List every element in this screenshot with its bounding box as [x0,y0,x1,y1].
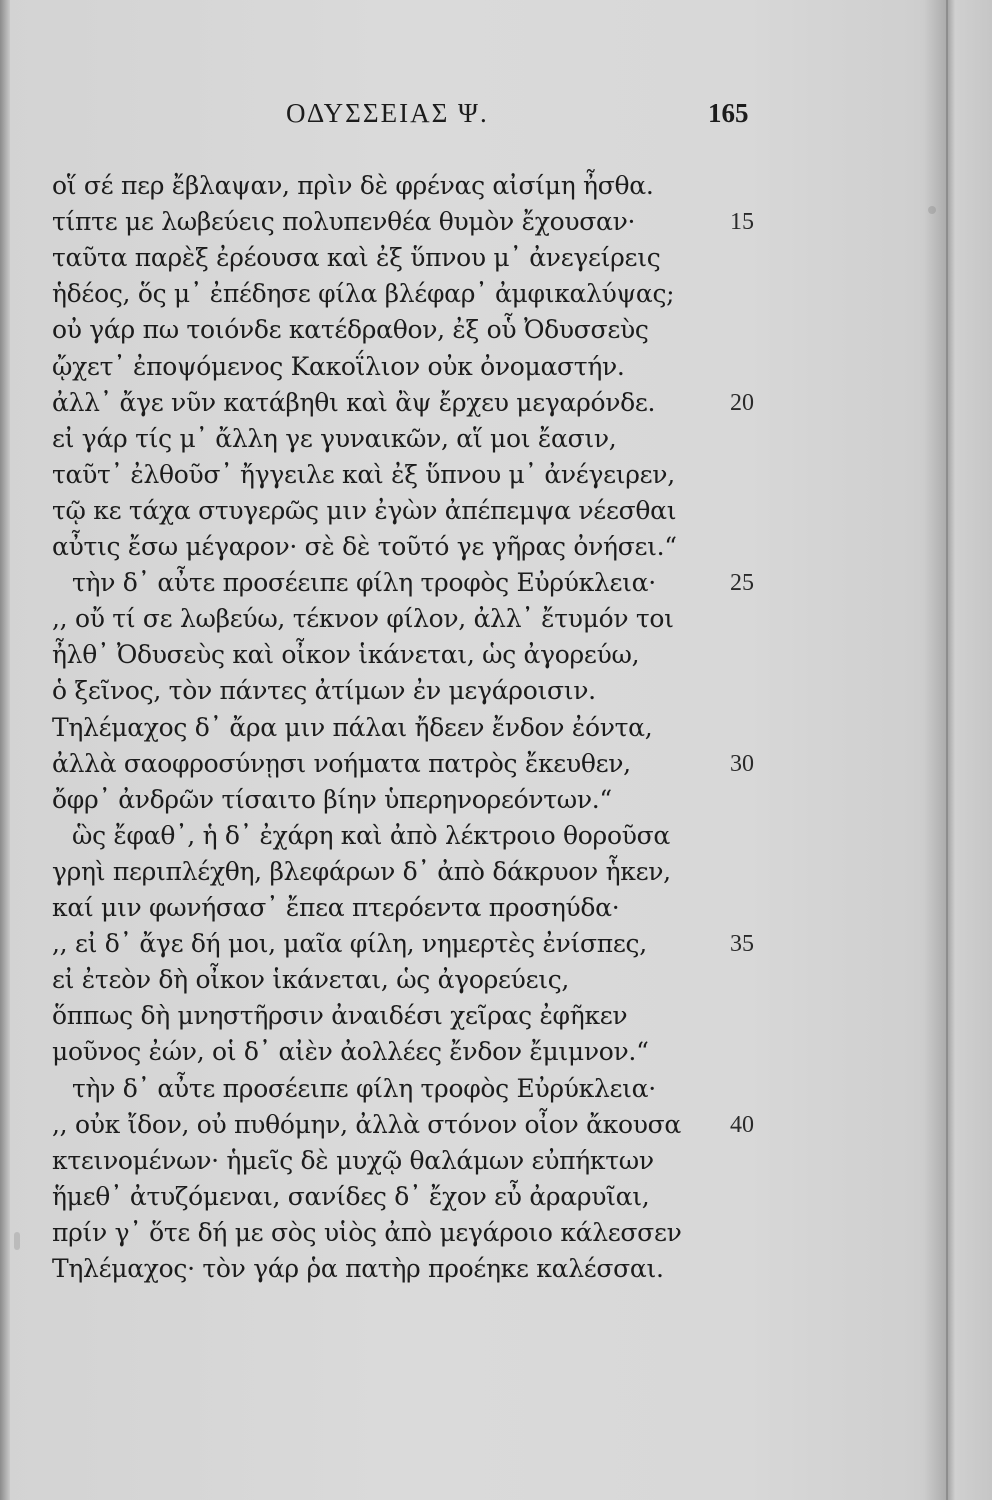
verse-line: ἦλθ᾽ Ὀδυσεὺς καὶ οἶκον ἱκάνεται, ὡς ἀγορεύω, [52,640,640,670]
line-number: 20 [730,389,754,416]
line-number: 30 [730,750,754,777]
verse-line: ,, εἰ δ᾽ ἄγε δή μοι, μαῖα φίλη, νημερτὲς ἐνίσπες, [52,929,647,959]
verse-line: πρίν γ᾽ ὅτε δή με σὸς υἱὸς ἀπὸ μεγάροιο κάλεσσεν [52,1217,682,1247]
verse-line: μοῦνος ἐών, οἱ δ᾽ αἰὲν ἀολλέες ἔνδον ἔμιμνον.“ [52,1037,649,1067]
verse-line: ,, οὐκ ἴδον, οὐ πυθόμην, ἀλλὰ στόνον οἶον ἄκουσα [52,1109,681,1139]
verse-line: ,, οὔ τί σε λωβεύω, τέκνον φίλον, ἀλλ᾽ ἔτυμόν τοι [52,604,674,634]
verse-line: ᾤχετ᾽ ἐποψόμενος Κακοΐλιον οὐκ ὀνομαστήν. [52,351,625,381]
verse-line: γρηὶ περιπλέχθη, βλεφάρων δ᾽ ἀπὸ δάκρυον ἧκεν, [52,856,671,886]
verse-line: Τηλέμαχος δ᾽ ἄρα μιν πάλαι ἤδεεν ἔνδον ἐόντα, [52,712,653,742]
verse-line: ὁ ξεῖνος, τὸν πάντες ἀτίμων ἐν μεγάροισιν. [52,676,596,706]
page-left-edge [0,0,10,1500]
verse-line: ταῦτ᾽ ἐλθοῦσ᾽ ἤγγειλε καὶ ἐξ ὕπνου μ᾽ ἀνέγειρεν, [52,459,675,489]
verse-line: ταῦτα παρὲξ ἐρέουσα καὶ ἐξ ὕπνου μ᾽ ἀνεγείρεις [52,243,661,273]
verse-line: τῷ κε τάχα στυγερῶς μιν ἐγὼν ἀπέπεμψα νέεσθαι [52,495,677,525]
line-number: 15 [730,209,754,236]
verse-line: ὅππως δὴ μνηστῆρσιν ἀναιδέσι χεῖρας ἐφῆκεν [52,1001,628,1031]
verse-line: ὣς ἔφαθ᾽, ἡ δ᾽ ἐχάρη καὶ ἀπὸ λέκτροιο θοροῦσα [72,820,670,850]
verse-line: οἵ σέ περ ἔβλαψαν, πρὶν δὲ φρένας αἰσίμη ἦσθα. [52,171,654,200]
verse-line: ἀλλ᾽ ἄγε νῦν κατάβηθι καὶ ἂψ ἔρχευ μεγαρόνδε. [52,387,656,417]
verse-line: ἀλλὰ σαοφροσύνῃσι νοήματα πατρὸς ἔκευθεν, [52,748,631,778]
verse-line: τίπτε με λωβεύεις πολυπενθέα θυμὸν ἔχουσαν· [52,207,636,237]
page-right-fold [925,0,992,1500]
verse-line: αὖτις ἔσω μέγαρον· σὲ δὲ τοῦτό γε γῆρας ὀνήσει.“ [52,532,677,561]
line-number: 40 [730,1111,754,1138]
paper-smudge [14,1232,20,1250]
verse-line: καί μιν φωνήσασ᾽ ἔπεα πτερόεντα προσηύδα· [52,893,620,922]
verse-line: Τηλέμαχος· τὸν γάρ ῥα πατὴρ προέηκε καλέσσαι. [52,1254,664,1283]
verse-line: ἡδέος, ὅς μ᾽ ἐπέδησε φίλα βλέφαρ᾽ ἀμφικαλύψας; [52,279,675,309]
verse-line: τὴν δ᾽ αὖτε προσέειπε φίλη τροφὸς Εὐρύκλεια· [72,568,656,598]
line-number: 25 [730,570,754,597]
verse-line: οὐ γάρ πω τοιόνδε κατέδραθον, ἐξ οὗ Ὀδυσσεὺς [52,315,649,345]
page-header [0,98,925,138]
page-number: 165 [708,98,749,128]
verse-line: κτεινομένων· ἡμεῖς δὲ μυχῷ θαλάμων εὐπήκτων [52,1145,654,1175]
page-fold-line [946,0,948,1500]
verse-line: εἰ ἐτεὸν δὴ οἶκον ἱκάνεται, ὡς ἀγορεύεις, [52,965,570,995]
running-title: ΟΔΥΣΣΕΙΑΣ Ψ. [286,98,489,128]
paper-smudge [928,206,936,214]
verse-line: εἰ γάρ τίς μ᾽ ἄλλη γε γυναικῶν, αἵ μοι ἔασιν, [52,423,617,453]
verse-line: ἥμεθ᾽ ἀτυζόμεναι, σανίδες δ᾽ ἔχον εὖ ἀραρυῖαι, [52,1181,650,1211]
verse-line: τὴν δ᾽ αὖτε προσέειπε φίλη τροφὸς Εὐρύκλεια· [72,1073,656,1103]
line-number: 35 [730,931,754,958]
verse-line: ὄφρ᾽ ἀνδρῶν τίσαιτο βίην ὑπερηνορεόντων.“ [52,784,612,814]
